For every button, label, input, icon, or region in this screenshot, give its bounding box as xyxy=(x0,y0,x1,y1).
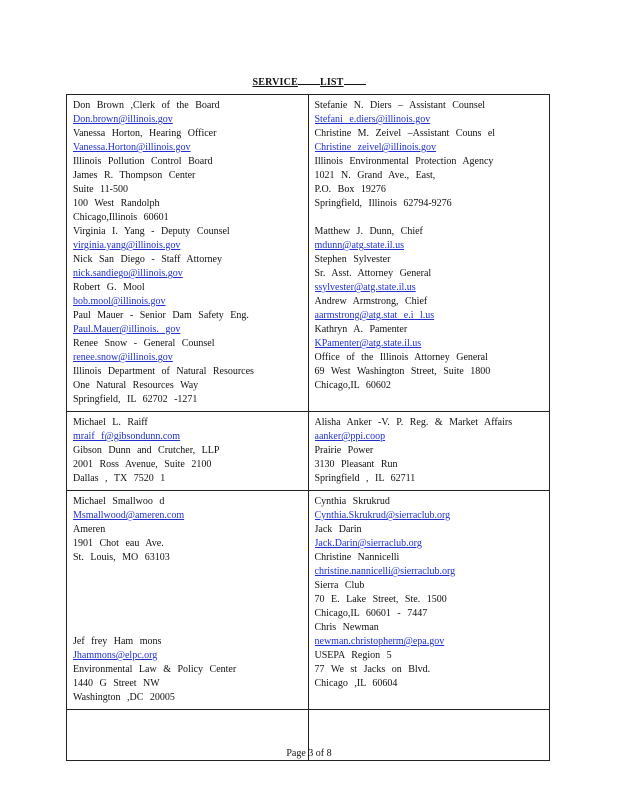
contact-line: Illinois Pollution Control Board xyxy=(73,156,213,167)
contact-line: Stefanie N. Diers – Assistant Counsel xyxy=(314,100,486,111)
contact-line: Don Brown ,Clerk of the Board xyxy=(73,100,220,111)
email-link[interactable]: nick.sandiego@illinois.gov xyxy=(73,268,183,279)
contact-line: James R. Thompson Center xyxy=(73,170,196,181)
blank-line xyxy=(73,621,308,635)
service-cell-right xyxy=(308,95,550,412)
service-row xyxy=(67,95,550,412)
contact-line: Christine Nannicelli xyxy=(314,552,400,563)
contact-line: Springfield, IL 62702 -1271 xyxy=(73,394,198,405)
contact-line: Matthew J. Dunn, Chief xyxy=(314,226,423,237)
email-link[interactable]: Paul.Mauer@illinois. gov xyxy=(73,324,181,335)
service-cell-left xyxy=(67,412,309,491)
contact-line: Kathryn A. Pamenter xyxy=(314,324,408,335)
contact-line: Springfield, Illinois 62794-9276 xyxy=(314,198,452,209)
email-link[interactable]: Jack.Darin@sierraclub.org xyxy=(314,538,422,549)
contact-line: Chris Newman xyxy=(314,622,379,633)
contact-line: 1901 Chot eau Ave. xyxy=(73,538,164,549)
page-number: Page 3 of 8 xyxy=(286,748,332,759)
email-link[interactable]: Stefani e.diers@illinois.gov xyxy=(314,114,431,125)
contact-line: 77 We st Jacks on Blvd. xyxy=(314,664,431,675)
service-row xyxy=(67,491,550,710)
service-cell-left xyxy=(67,95,309,412)
blank-gap xyxy=(73,565,308,621)
contact-line: 1440 G Street NW xyxy=(73,678,160,689)
contact-line: Michael L. Raiff xyxy=(73,417,148,428)
contact-line: 69 West Washington Street, Suite 1800 xyxy=(314,366,491,377)
email-link[interactable]: virginia.yang@illinois.gov xyxy=(73,240,181,251)
email-link[interactable]: Cynthia.Skrukrud@sierraclub.org xyxy=(314,510,451,521)
email-link[interactable]: Christine zeivel@illinois.gov xyxy=(314,142,437,153)
contact-line: 100 West Randolph xyxy=(73,198,160,209)
contact-line: 3130 Pleasant Run xyxy=(314,459,398,470)
contact-line: 70 E. Lake Street, Ste. 1500 xyxy=(314,594,447,605)
contact-line: Washington ,DC 20005 xyxy=(73,692,175,703)
contact-line: Michael Smallwoo d xyxy=(73,496,165,507)
contact-line: Office of the Illinois Attorney General xyxy=(314,352,488,363)
email-link[interactable]: Vanessa.Horton@illinois.gov xyxy=(73,142,191,153)
contact-line: Alisha Anker -V. P. Reg. & Market Affairs xyxy=(314,417,513,428)
contact-line: Nick San Diego - Staff Attorney xyxy=(73,254,222,265)
email-link[interactable]: renee.snow@illinois.gov xyxy=(73,352,173,363)
contact-line: Jack Darin xyxy=(314,524,362,535)
title-word-list: LIST xyxy=(319,77,344,88)
contact-line: Christine M. Zeivel –Assistant Couns el xyxy=(314,128,496,139)
contact-line: Gibson Dunn and Crutcher, LLP xyxy=(73,445,220,456)
email-link[interactable]: mdunn@atg.state.il.us xyxy=(314,240,404,251)
email-link[interactable]: bob.mool@illinois.gov xyxy=(73,296,166,307)
email-link[interactable]: Don.brown@illinois.gov xyxy=(73,114,173,125)
service-row xyxy=(67,412,550,491)
contact-line: One Natural Resources Way xyxy=(73,380,199,391)
contact-line: Suite 11-500 xyxy=(73,184,129,195)
email-link[interactable]: christine.nannicelli@sierraclub.org xyxy=(314,566,456,577)
contact-line: Stephen Sylvester xyxy=(314,254,391,265)
email-link[interactable]: aarmstrong@atg.stat e.i l.us xyxy=(314,310,435,321)
email-link[interactable]: newman.christopherm@epa.gov xyxy=(314,636,445,647)
email-link[interactable]: aanker@ppi.coop xyxy=(314,431,386,442)
service-cell-right xyxy=(308,412,550,491)
contact-line: Renee Snow - General Counsel xyxy=(73,338,215,349)
blank-line xyxy=(315,211,550,225)
contact-line: Andrew Armstrong, Chief xyxy=(314,296,428,307)
email-link[interactable]: ssylvester@atg.state.il.us xyxy=(314,282,416,293)
email-link[interactable]: KPamenter@atg.state.il.us xyxy=(314,338,422,349)
contact-line: Chicago ,IL 60604 xyxy=(314,678,398,689)
email-link[interactable]: mraif f@gibsondunn.com xyxy=(73,431,181,442)
contact-line: Ameren xyxy=(73,524,106,535)
contact-line: USEPA Region 5 xyxy=(314,650,392,661)
page-title xyxy=(0,75,618,88)
contact-line: Chicago,IL 60601 - 7447 xyxy=(314,608,428,619)
title-gap xyxy=(298,75,320,85)
contact-line: Cynthia Skrukrud xyxy=(314,496,390,507)
contact-line: Vanessa Horton, Hearing Officer xyxy=(73,128,217,139)
contact-line: Sierra Club xyxy=(314,580,365,591)
title-gap-tail xyxy=(344,75,366,85)
contact-line: Illinois Environmental Protection Agency xyxy=(314,156,494,167)
contact-line: St. Louis, MO 63103 xyxy=(73,552,170,563)
contact-line: Robert G. Mool xyxy=(73,282,145,293)
service-list-table xyxy=(66,94,550,761)
email-link[interactable]: Jhammons@elpc.org xyxy=(73,650,158,661)
contact-line: Sr. Asst. Attorney General xyxy=(314,268,432,279)
service-cell-right xyxy=(308,491,550,710)
email-link[interactable]: Msmallwood@ameren.com xyxy=(73,510,185,521)
contact-line: Illinois Department of Natural Resources xyxy=(73,366,254,377)
service-cell-left xyxy=(67,491,309,710)
contact-line: Jef frey Ham mons xyxy=(73,636,162,647)
contact-line: Environmental Law & Policy Center xyxy=(73,664,237,675)
contact-line: 1021 N. Grand Ave., East, xyxy=(314,170,436,181)
contact-line: Prairie Power xyxy=(314,445,374,456)
contact-line: Chicago,Illinois 60601 xyxy=(73,212,169,223)
title-word-service: SERVICE xyxy=(252,77,298,88)
contact-line: Virginia I. Yang - Deputy Counsel xyxy=(73,226,230,237)
contact-line: Chicago,IL 60602 xyxy=(314,380,391,391)
contact-line: P.O. Box 19276 xyxy=(314,184,386,195)
contact-line: Paul Mauer - Senior Dam Safety Eng. xyxy=(73,310,249,321)
contact-line: Springfield , IL 62711 xyxy=(314,473,416,484)
contact-line: 2001 Ross Avenue, Suite 2100 xyxy=(73,459,212,470)
contact-line: Dallas , TX 7520 1 xyxy=(73,473,166,484)
